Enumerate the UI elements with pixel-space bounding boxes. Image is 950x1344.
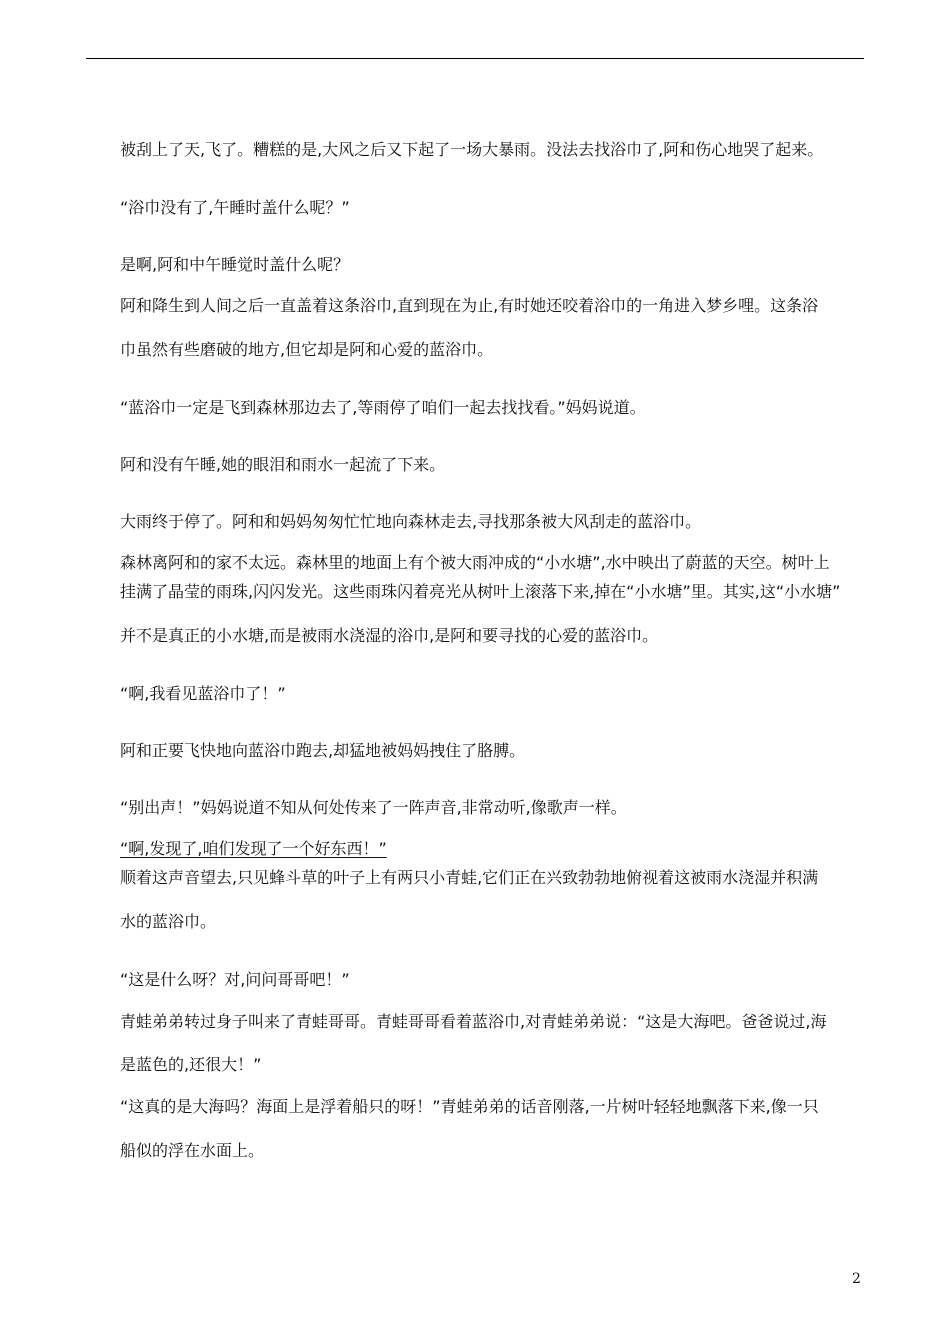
text-line-16: 顺着这声音望去,只见蜂斗草的叶子上有两只小青蛙,它们正在兴致勃勃地俯视着这被雨水浇湿并积满 — [120, 868, 819, 887]
text-line-14: “别出声！”妈妈说道不知从何处传来了一阵声音,非常动听,像歌声一样。 — [120, 798, 627, 817]
text-line-6: “蓝浴巾一定是飞到森林那边去了,等雨停了咱们一起去找找看。”妈妈说道。 — [120, 398, 646, 417]
text-line-17: 水的蓝浴巾。 — [120, 912, 217, 931]
text-line-20: 是蓝色的,还很大！” — [120, 1055, 262, 1074]
text-line-15-underlined: “啊,发现了,咱们发现了一个好东西！” — [120, 839, 387, 858]
text-line-3: 是啊,阿和中午睡觉时盖什么呢？ — [120, 255, 350, 274]
text-line-2: “浴巾没有了,午睡时盖什么呢？” — [120, 198, 350, 217]
text-line-18: “这是什么呀？对,问问哥哥吧！” — [120, 970, 350, 989]
text-line-8: 大雨终于停了。阿和和妈妈匆匆忙忙地向森林走去,寻找那条被大风刮走的蓝浴巾。 — [120, 512, 702, 531]
text-line-22: 船似的浮在水面上。 — [120, 1141, 265, 1160]
text-line-7: 阿和没有午睡,她的眼泪和雨水一起流了下来。 — [120, 455, 446, 474]
text-line-12: “啊,我看见蓝浴巾了！” — [120, 684, 286, 703]
text-line-10: 挂满了晶莹的雨珠,闪闪发光。这些雨珠闪着亮光从树叶上滚落下来,掉在“小水塘”里。其实,这“小水塘” — [120, 582, 841, 601]
header-rule — [86, 58, 864, 59]
text-line-21: “这真的是大海吗？海面上是浮着船只的呀！”青蛙弟弟的话音刚落,一片树叶轻轻地飘落下来,像一只 — [120, 1097, 819, 1116]
text-line-5: 巾虽然有些磨破的地方,但它却是阿和心爱的蓝浴巾。 — [120, 340, 494, 359]
text-line-11: 并不是真正的小水塘,而是被雨水浇湿的浴巾,是阿和要寻找的心爱的蓝浴巾。 — [120, 626, 659, 645]
text-line-13: 阿和正要飞快地向蓝浴巾跑去,却猛地被妈妈拽住了胳膊。 — [120, 741, 526, 760]
text-line-9: 森林离阿和的家不太远。森林里的地面上有个被大雨冲成的“小水塘”,水中映出了蔚蓝的天空。树叶上 — [120, 553, 830, 572]
page-number: 2 — [852, 1271, 861, 1287]
text-line-4: 阿和降生到人间之后一直盖着这条浴巾,直到现在为止,有时她还咬着浴巾的一角进入梦乡哩。这条浴 — [120, 296, 819, 315]
text-line-19: 青蛙弟弟转过身子叫来了青蛙哥哥。青蛙哥哥看着蓝浴巾,对青蛙弟弟说：“这是大海吧。爸爸说过,海 — [120, 1012, 827, 1031]
text-line-1: 被刮上了天,飞了。糟糕的是,大风之后又下起了一场大暴雨。没法去找浴巾了,阿和伤心地哭了起来。 — [120, 140, 824, 159]
